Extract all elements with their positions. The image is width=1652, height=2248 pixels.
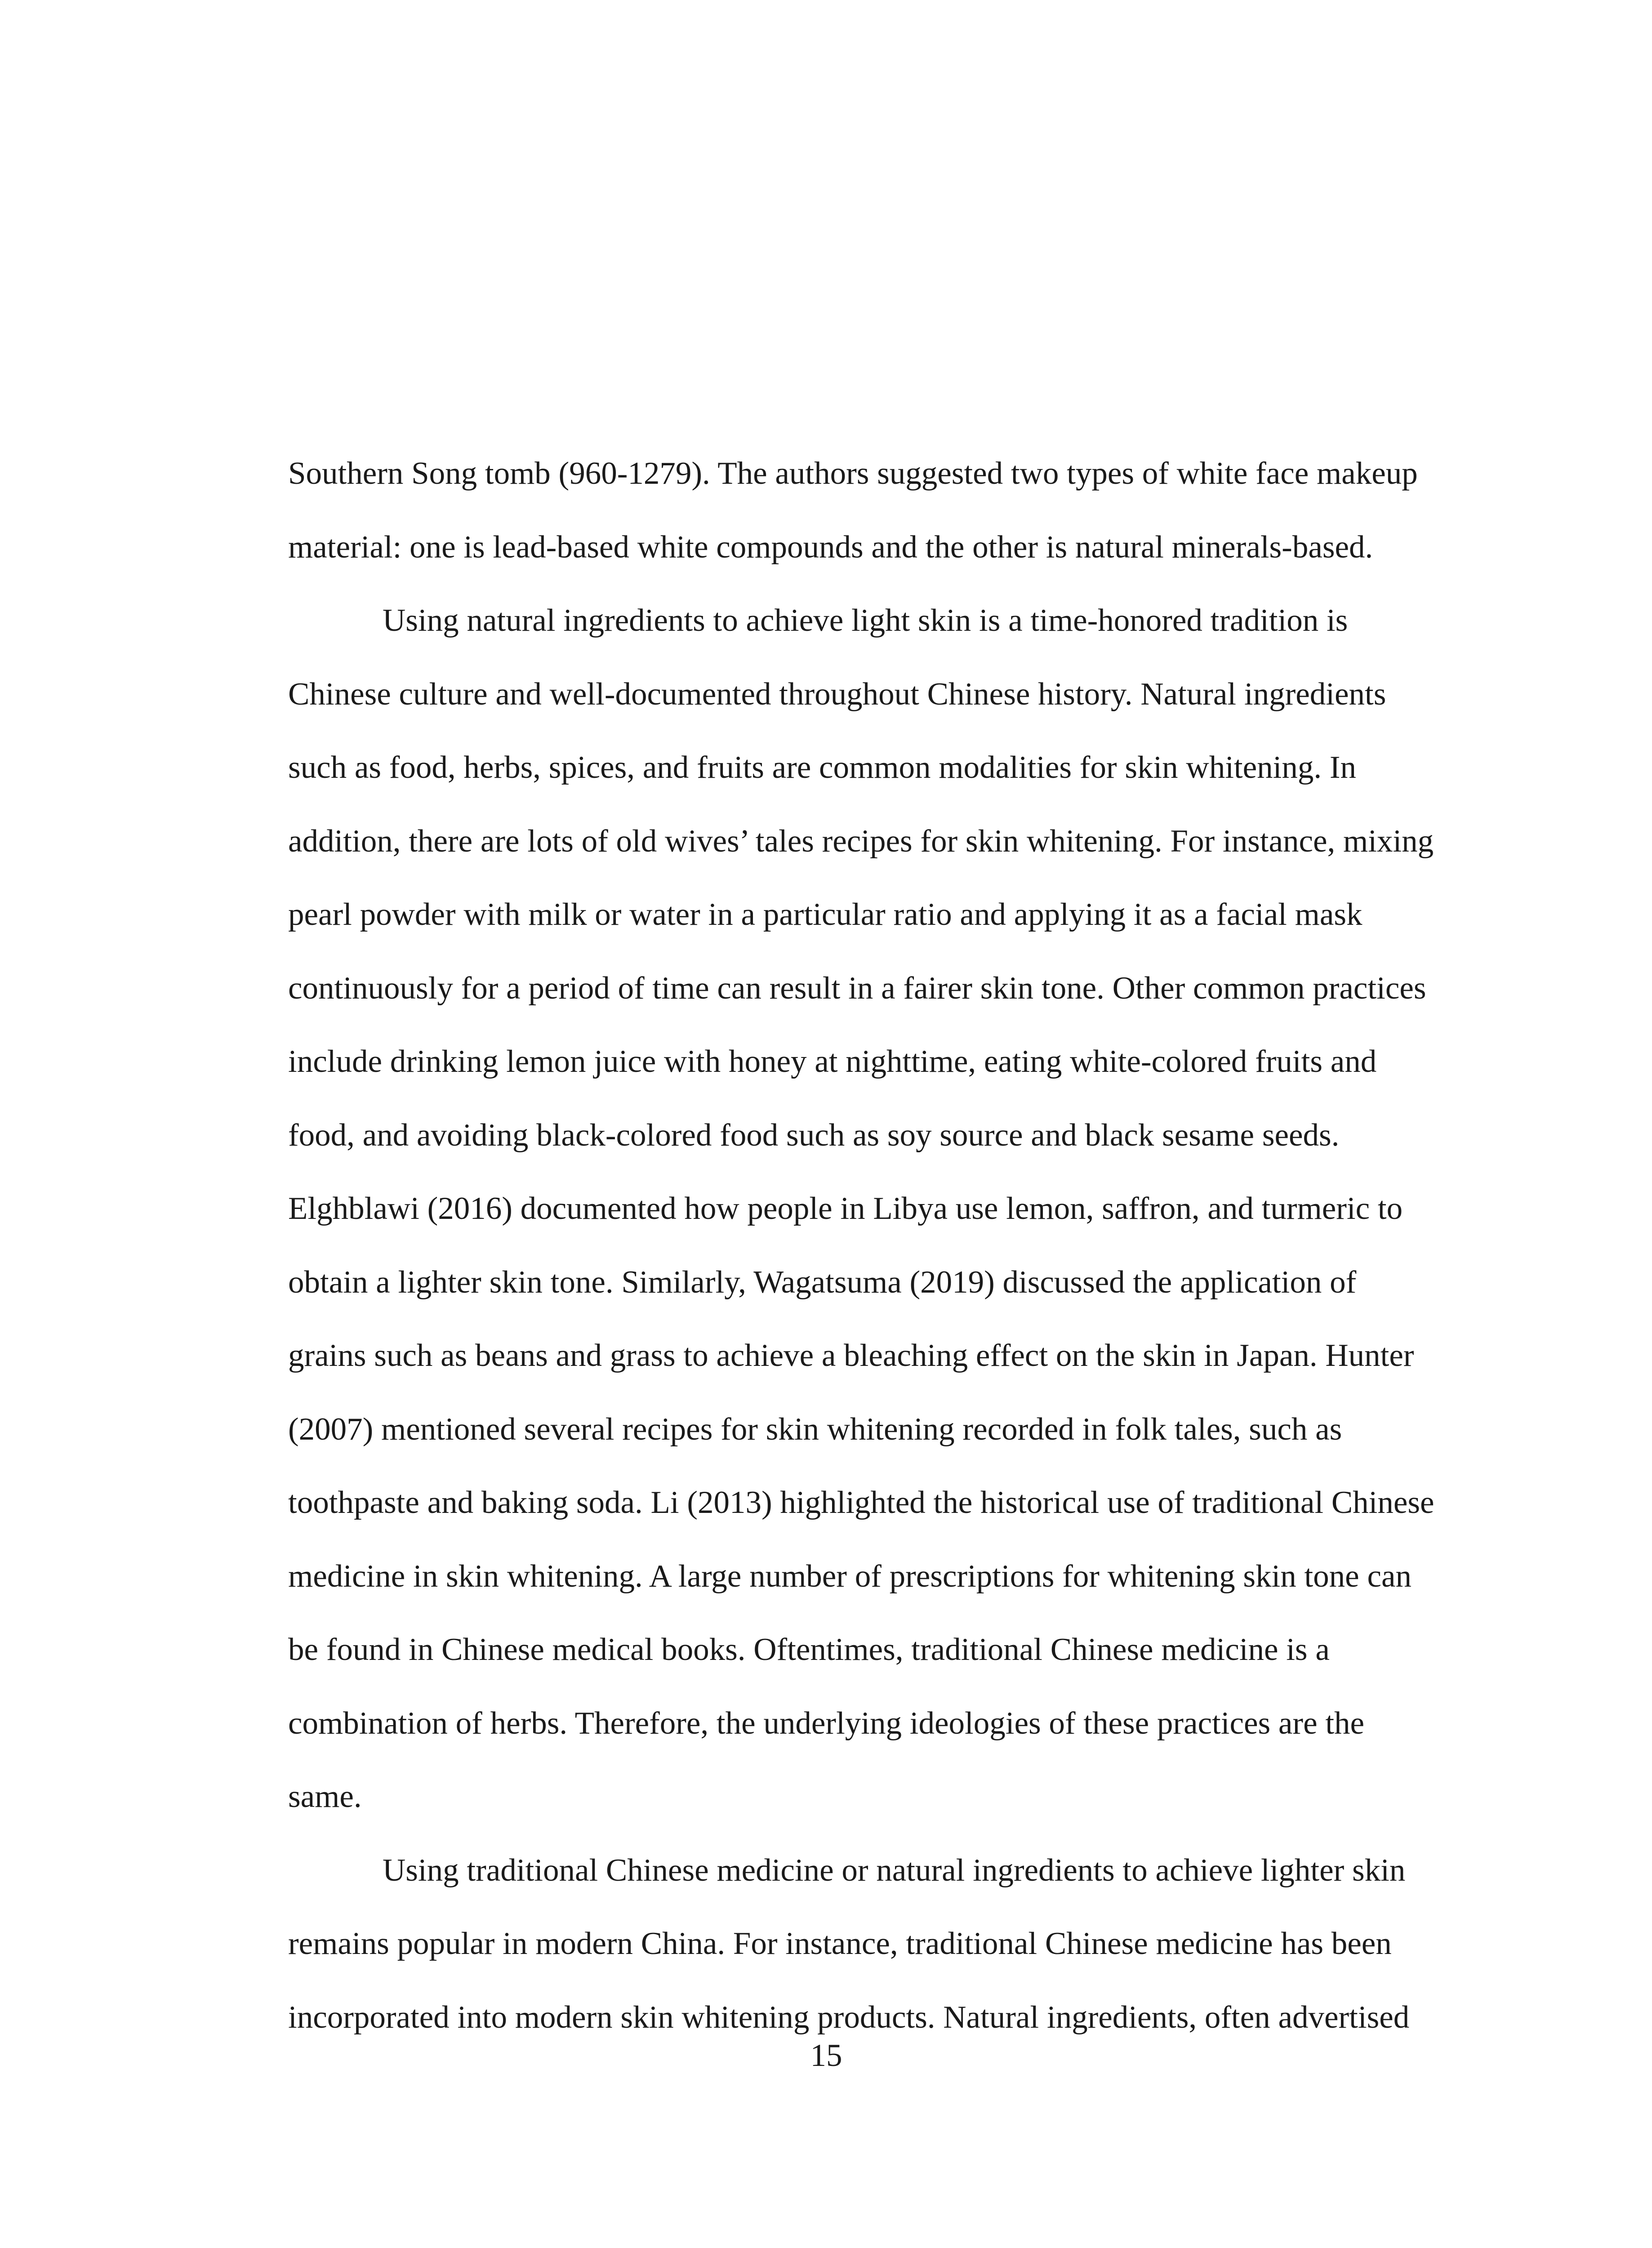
text-line: toothpaste and baking soda. Li (2013) highlighted the historical use of traditional Chinese [288, 1485, 1434, 1520]
text-line: include drinking lemon juice with honey at nighttime, eating white-colored fruits and [288, 1044, 1377, 1079]
text-line: same. [288, 1779, 362, 1814]
text-line: such as food, herbs, spices, and fruits are common modalities for skin whitening. In [288, 750, 1357, 785]
paragraph-2 [288, 584, 1439, 1834]
text-line: Using traditional Chinese medicine or natural ingredients to achieve lighter skin [383, 1852, 1406, 1888]
text-line: continuously for a period of time can result in a fairer skin tone. Other common practices [288, 970, 1426, 1006]
text-line: Southern Song tomb (960-1279). The authors suggested two types of white face makeup [288, 456, 1418, 491]
text-line: incorporated into modern skin whitening products. Natural ingredients, often advertised [288, 1999, 1410, 2035]
text-line: addition, there are lots of old wives’ tales recipes for skin whitening. For instance, mixing [288, 823, 1434, 859]
text-line: be found in Chinese medical books. Oftentimes, traditional Chinese medicine is a [288, 1632, 1330, 1667]
text-line: medicine in skin whitening. A large number of prescriptions for whitening skin tone can [288, 1558, 1412, 1594]
body-text [288, 437, 1439, 2054]
text-line: obtain a lighter skin tone. Similarly, Wagatsuma (2019) discussed the application of [288, 1264, 1357, 1300]
text-line: grains such as beans and grass to achieve a bleaching effect on the skin in Japan. Hunter [288, 1338, 1414, 1373]
text-line: remains popular in modern China. For instance, traditional Chinese medicine has been [288, 1926, 1392, 1961]
text-line: material: one is lead-based white compounds and the other is natural minerals-based. [288, 529, 1373, 565]
text-line: combination of herbs. Therefore, the underlying ideologies of these practices are the [288, 1705, 1365, 1741]
text-line: Chinese culture and well-documented throughout Chinese history. Natural ingredients [288, 676, 1386, 712]
text-line: Using natural ingredients to achieve light skin is a time-honored tradition is [383, 603, 1348, 638]
page-number: 15 [810, 2038, 842, 2073]
text-line: food, and avoiding black-colored food such as soy source and black sesame seeds. [288, 1117, 1340, 1153]
paragraph-3 [288, 1834, 1439, 2055]
text-line: Elghblawi (2016) documented how people in Libya use lemon, saffron, and turmeric to [288, 1191, 1403, 1226]
text-line: (2007) mentioned several recipes for skin whitening recorded in folk tales, such as [288, 1411, 1342, 1447]
paragraph-1 [288, 437, 1439, 584]
text-line: pearl powder with milk or water in a particular ratio and applying it as a facial mask [288, 897, 1363, 932]
